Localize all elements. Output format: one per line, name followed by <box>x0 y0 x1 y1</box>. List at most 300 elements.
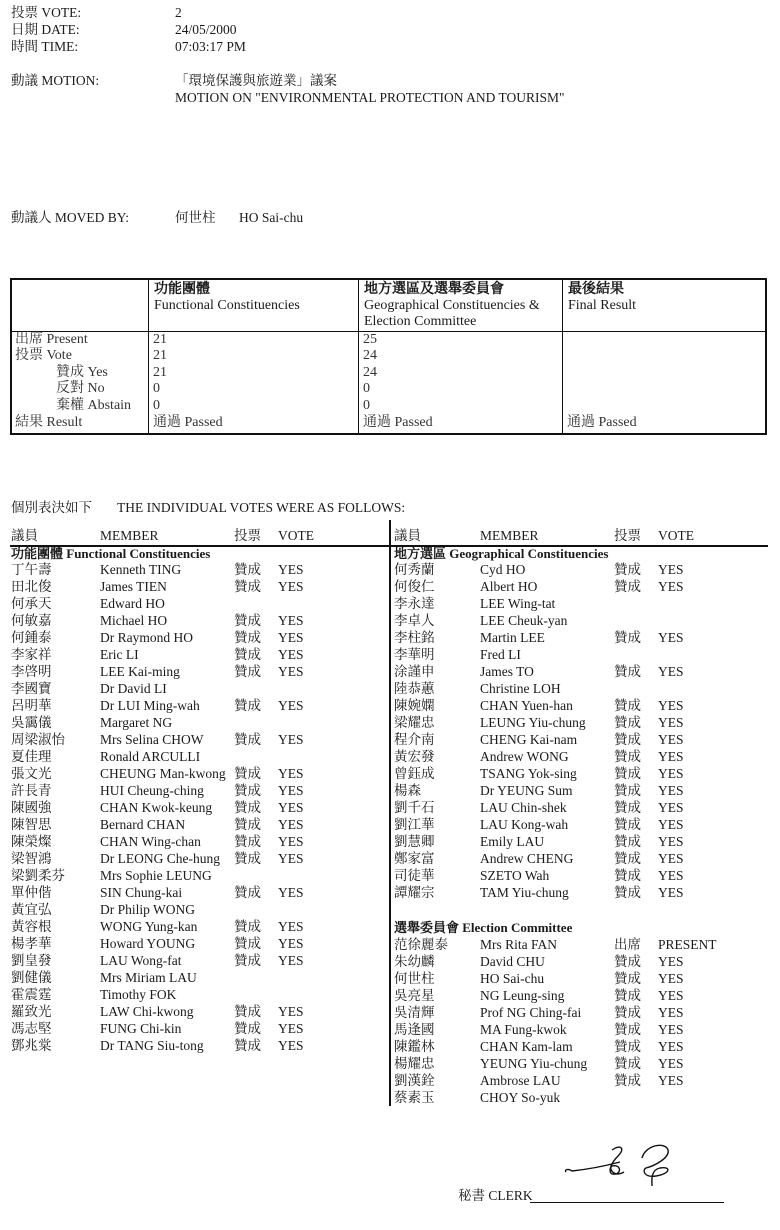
member-row <box>11 816 391 833</box>
vote-en: YES <box>658 1073 684 1088</box>
member-name-en: Ronald ARCULLI <box>100 749 201 764</box>
member-row <box>11 969 391 986</box>
member-name-zh: 馬逢國 <box>394 1022 435 1037</box>
member-name-zh: 李華明 <box>394 647 435 662</box>
vote-en: YES <box>278 732 304 747</box>
row-label-yes: 贊成 Yes <box>56 365 108 380</box>
fc-header-zh: 功能團體 <box>154 282 210 297</box>
vote-zh: 贊成 <box>614 800 641 815</box>
gc-no: 0 <box>363 381 370 396</box>
member-name-zh: 劉江華 <box>394 817 435 832</box>
member-name-en: Margaret NG <box>100 715 173 730</box>
member-name-zh: 梁劉柔芬 <box>11 868 65 883</box>
member-name-zh: 曾鈺成 <box>394 766 435 781</box>
gc-header-en-2: Election Committee <box>364 314 477 329</box>
member-name-zh: 黃容根 <box>11 919 52 934</box>
member-name-zh: 夏佳理 <box>11 749 52 764</box>
member-row <box>11 867 391 884</box>
member-name-zh: 陳婉嫻 <box>394 698 435 713</box>
vote-zh: 贊成 <box>234 936 261 951</box>
member-row <box>394 1055 774 1072</box>
member-row <box>11 748 391 765</box>
member-row <box>394 663 774 680</box>
vote-en: YES <box>658 749 684 764</box>
member-row <box>11 663 391 680</box>
vote-en: YES <box>658 1039 684 1054</box>
vote-zh: 贊成 <box>234 800 261 815</box>
fc-abstain: 0 <box>153 398 160 413</box>
member-name-zh: 張文光 <box>11 766 52 781</box>
vote-zh: 贊成 <box>234 732 261 747</box>
member-name-en: LEE Cheuk-yan <box>480 613 568 628</box>
vote-zh: 贊成 <box>614 834 641 849</box>
member-row <box>394 1004 774 1021</box>
gc-header-zh: 地方選區及選舉委員會 <box>364 282 504 297</box>
row-label-abstain: 棄權 Abstain <box>56 398 132 413</box>
vote-en: YES <box>658 630 684 645</box>
member-row <box>394 714 774 731</box>
vote-zh: 贊成 <box>614 817 641 832</box>
fc-vote: 21 <box>153 348 167 363</box>
member-name-zh: 李卓人 <box>394 613 435 628</box>
vote-en: YES <box>278 1004 304 1019</box>
vote-en: YES <box>278 664 304 679</box>
member-row <box>394 731 774 748</box>
fc-header-en: Functional Constituencies <box>154 298 300 313</box>
vote-en: YES <box>658 1005 684 1020</box>
member-name-zh: 朱幼麟 <box>394 954 435 969</box>
member-name-zh: 劉慧卿 <box>394 834 435 849</box>
member-name-zh: 涂謹申 <box>394 664 435 679</box>
clerk-label: 秘書 CLERK <box>458 1188 533 1203</box>
motion-title-en: MOTION ON "ENVIRONMENTAL PROTECTION AND TOURISM" <box>175 90 565 105</box>
vote-en: YES <box>278 885 304 900</box>
vote-en: YES <box>658 715 684 730</box>
header-member-en: MEMBER <box>480 528 539 543</box>
member-row <box>394 799 774 816</box>
vote-zh: 贊成 <box>234 1038 261 1053</box>
vote-zh: 贊成 <box>614 1073 641 1088</box>
vote-en: YES <box>658 954 684 969</box>
vote-zh: 贊成 <box>234 885 261 900</box>
member-name-en: Dr TANG Siu-tong <box>100 1038 204 1053</box>
vote-en: YES <box>658 817 684 832</box>
vote-en: YES <box>278 562 304 577</box>
member-name-zh: 陳榮燦 <box>11 834 52 849</box>
header-divider <box>12 331 765 332</box>
vote-en: PRESENT <box>658 937 717 952</box>
member-row <box>394 884 774 901</box>
member-row <box>11 782 391 799</box>
member-name-en: Christine LOH <box>480 681 561 696</box>
member-name-en: Dr Philip WONG <box>100 902 196 917</box>
moved-by-label: 動議人 MOVED BY: <box>11 210 130 225</box>
date-label: 日期 DATE: <box>11 22 80 37</box>
member-name-zh: 田北俊 <box>11 579 52 594</box>
member-name-zh: 鄭家富 <box>394 851 435 866</box>
time-value: 07:03:17 PM <box>175 39 246 54</box>
vote-zh: 贊成 <box>234 766 261 781</box>
fc-yes: 21 <box>153 365 167 380</box>
member-row <box>394 629 774 646</box>
member-name-en: James TIEN <box>100 579 167 594</box>
member-name-zh: 程介南 <box>394 732 435 747</box>
vote-en: YES <box>658 783 684 798</box>
member-name-zh: 陳國強 <box>11 800 52 815</box>
member-name-en: WONG Yung-kan <box>100 919 198 934</box>
member-name-zh: 楊耀忠 <box>394 1056 435 1071</box>
vote-en: YES <box>658 851 684 866</box>
vote-zh: 贊成 <box>614 783 641 798</box>
vote-en: YES <box>278 630 304 645</box>
vote-zh: 贊成 <box>614 954 641 969</box>
vote-zh: 贊成 <box>234 647 261 662</box>
vote-en: YES <box>658 885 684 900</box>
geographical-title: 地方選區 Geographical Constituencies <box>394 546 609 561</box>
member-name-zh: 楊孝華 <box>11 936 52 951</box>
right-column-header <box>394 527 774 544</box>
final-header-en: Final Result <box>568 298 637 313</box>
member-row <box>394 612 774 629</box>
member-name-zh: 黃宏發 <box>394 749 435 764</box>
vote-en: YES <box>658 971 684 986</box>
vote-summary-table <box>10 278 767 435</box>
member-row <box>11 680 391 697</box>
header-vote-en: VOTE <box>278 528 314 543</box>
vote-en: YES <box>658 868 684 883</box>
vote-zh: 贊成 <box>614 1039 641 1054</box>
final-header-zh: 最後結果 <box>568 282 624 297</box>
member-row <box>394 578 774 595</box>
vote-value: 2 <box>175 5 182 20</box>
member-row <box>394 850 774 867</box>
member-row <box>394 595 774 612</box>
member-name-en: LAU Chin-shek <box>480 800 567 815</box>
vote-en: YES <box>278 817 304 832</box>
member-row <box>394 953 774 970</box>
member-row <box>394 970 774 987</box>
member-row <box>394 680 774 697</box>
member-row <box>394 782 774 799</box>
member-name-en: Kenneth TING <box>100 562 182 577</box>
member-name-zh: 鄧兆棠 <box>11 1038 52 1053</box>
member-name-zh: 吳靄儀 <box>11 715 52 730</box>
member-name-zh: 李永達 <box>394 596 435 611</box>
member-name-en: Eric LI <box>100 647 139 662</box>
member-name-en: Dr David LI <box>100 681 167 696</box>
vote-en: YES <box>278 613 304 628</box>
vote-en: YES <box>658 1022 684 1037</box>
member-name-en: Martin LEE <box>480 630 545 645</box>
member-name-en: Bernard CHAN <box>100 817 186 832</box>
header-member-zh: 議員 <box>394 528 421 543</box>
gc-present: 25 <box>363 332 377 347</box>
row-label-result: 結果 Result <box>15 415 83 430</box>
member-name-zh: 何敏嘉 <box>11 613 52 628</box>
member-row <box>394 987 774 1004</box>
member-row <box>11 578 391 595</box>
member-row <box>11 918 391 935</box>
member-row <box>11 697 391 714</box>
member-name-en: YEUNG Yiu-chung <box>480 1056 588 1071</box>
member-name-en: David CHU <box>480 954 545 969</box>
member-name-en: CHAN Wing-chan <box>100 834 201 849</box>
member-row <box>394 1072 774 1089</box>
member-name-en: Cyd HO <box>480 562 526 577</box>
vote-zh: 出席 <box>614 937 641 952</box>
member-name-zh: 何俊仁 <box>394 579 435 594</box>
member-name-en: CHOY So-yuk <box>480 1090 561 1105</box>
member-row <box>11 901 391 918</box>
header-vote-en: VOTE <box>658 528 694 543</box>
member-name-zh: 周梁淑怡 <box>11 732 65 747</box>
member-name-en: CHEUNG Man-kwong <box>100 766 226 781</box>
member-name-en: Prof NG Ching-fai <box>480 1005 582 1020</box>
member-row <box>11 1003 391 1020</box>
member-row <box>394 1089 774 1106</box>
vote-zh: 贊成 <box>614 579 641 594</box>
vote-zh: 贊成 <box>614 1005 641 1020</box>
member-name-en: NG Leung-sing <box>480 988 565 1003</box>
member-row <box>11 935 391 952</box>
fc-result: 通過 Passed <box>153 415 223 430</box>
vote-zh: 贊成 <box>614 851 641 866</box>
member-name-zh: 吳亮星 <box>394 988 435 1003</box>
vote-en: YES <box>658 698 684 713</box>
vote-zh: 贊成 <box>614 766 641 781</box>
column-divider <box>562 280 563 433</box>
member-name-zh: 黃宜弘 <box>11 902 52 917</box>
member-name-zh: 司徒華 <box>394 868 435 883</box>
member-name-en: Mrs Miriam LAU <box>100 970 197 985</box>
vote-zh: 贊成 <box>614 732 641 747</box>
gc-result: 通過 Passed <box>363 415 433 430</box>
vote-zh: 贊成 <box>234 613 261 628</box>
member-name-en: Fred LI <box>480 647 521 662</box>
functional-title: 功能團體 Functional Constituencies <box>11 546 211 561</box>
member-row <box>11 986 391 1003</box>
motion-title-zh: 「環境保護與旅遊業」議案 <box>175 73 337 88</box>
member-name-en: MA Fung-kwok <box>480 1022 567 1037</box>
member-name-en: Mrs Sophie LEUNG <box>100 868 212 883</box>
member-row <box>11 595 391 612</box>
member-name-en: Edward HO <box>100 596 165 611</box>
vote-zh: 贊成 <box>234 1021 261 1036</box>
member-name-en: LEE Wing-tat <box>480 596 556 611</box>
vote-zh: 贊成 <box>614 630 641 645</box>
member-name-zh: 梁耀忠 <box>394 715 435 730</box>
member-name-en: Albert HO <box>480 579 538 594</box>
member-name-zh: 霍震霆 <box>11 987 52 1002</box>
column-divider <box>358 280 359 433</box>
member-name-en: Michael HO <box>100 613 168 628</box>
vote-zh: 贊成 <box>614 1056 641 1071</box>
member-name-en: Andrew CHENG <box>480 851 574 866</box>
vote-en: YES <box>278 1038 304 1053</box>
member-name-zh: 何承天 <box>11 596 52 611</box>
vote-en: YES <box>658 579 684 594</box>
gc-vote: 24 <box>363 348 377 363</box>
vote-zh: 贊成 <box>614 868 641 883</box>
member-name-zh: 何世柱 <box>394 971 435 986</box>
member-name-en: Timothy FOK <box>100 987 177 1002</box>
vote-zh: 贊成 <box>614 885 641 900</box>
vote-zh: 贊成 <box>234 664 261 679</box>
member-row <box>394 936 774 953</box>
vote-zh: 贊成 <box>614 664 641 679</box>
row-label-present: 出席 Present <box>15 332 88 347</box>
header-member-zh: 議員 <box>11 528 38 543</box>
member-row <box>394 646 774 663</box>
vote-en: YES <box>658 988 684 1003</box>
vote-en: YES <box>658 664 684 679</box>
vote-en: YES <box>658 1056 684 1071</box>
vote-zh: 贊成 <box>614 749 641 764</box>
member-row <box>394 748 774 765</box>
vote-en: YES <box>278 783 304 798</box>
vote-zh: 贊成 <box>614 971 641 986</box>
member-row <box>11 952 391 969</box>
member-name-zh: 陸恭蕙 <box>394 681 435 696</box>
member-name-zh: 楊森 <box>394 783 421 798</box>
vote-zh: 贊成 <box>234 851 261 866</box>
vote-en: YES <box>278 647 304 662</box>
member-row <box>11 1020 391 1037</box>
vote-zh: 贊成 <box>234 1004 261 1019</box>
vote-en: YES <box>278 579 304 594</box>
member-row <box>11 646 391 663</box>
member-name-en: Dr Raymond HO <box>100 630 193 645</box>
member-name-zh: 陳鑑林 <box>394 1039 435 1054</box>
member-row <box>394 816 774 833</box>
member-name-en: Mrs Selina CHOW <box>100 732 204 747</box>
vote-zh: 贊成 <box>614 715 641 730</box>
header-vote-zh: 投票 <box>234 528 261 543</box>
member-name-zh: 梁智鴻 <box>11 851 52 866</box>
vote-zh: 贊成 <box>614 562 641 577</box>
mover-name-en: HO Sai-chu <box>239 210 304 225</box>
member-name-en: CHAN Kwok-keung <box>100 800 213 815</box>
member-name-en: CHAN Yuen-han <box>480 698 573 713</box>
fc-no: 0 <box>153 381 160 396</box>
member-name-zh: 馮志堅 <box>11 1021 52 1036</box>
vote-en: YES <box>278 851 304 866</box>
member-row <box>11 799 391 816</box>
left-column-header <box>11 527 381 544</box>
member-name-en: Emily LAU <box>480 834 545 849</box>
member-row <box>11 629 391 646</box>
member-name-en: Mrs Rita FAN <box>480 937 558 952</box>
member-name-en: Andrew WONG <box>480 749 569 764</box>
member-row <box>394 867 774 884</box>
vote-zh: 贊成 <box>234 953 261 968</box>
individual-intro-en: THE INDIVIDUAL VOTES WERE AS FOLLOWS: <box>117 500 406 515</box>
individual-intro-zh: 個別表決如下 <box>11 500 92 515</box>
header-vote-zh: 投票 <box>614 528 641 543</box>
member-row <box>394 833 774 850</box>
vote-zh: 贊成 <box>234 919 261 934</box>
vote-zh: 贊成 <box>234 834 261 849</box>
vote-zh: 贊成 <box>614 988 641 1003</box>
member-name-zh: 劉漢銓 <box>394 1073 435 1088</box>
vote-zh: 贊成 <box>234 783 261 798</box>
date-value: 24/05/2000 <box>175 22 237 37</box>
member-name-zh: 許長青 <box>11 783 52 798</box>
vote-en: YES <box>278 953 304 968</box>
mover-name-zh: 何世柱 <box>175 210 216 225</box>
member-name-zh: 譚耀宗 <box>394 885 435 900</box>
vote-en: YES <box>278 698 304 713</box>
vote-en: YES <box>278 766 304 781</box>
member-name-en: HO Sai-chu <box>480 971 545 986</box>
final-result: 通過 Passed <box>567 415 637 430</box>
vote-zh: 贊成 <box>614 1022 641 1037</box>
member-row <box>11 833 391 850</box>
member-name-zh: 劉皇發 <box>11 953 52 968</box>
member-name-zh: 劉千石 <box>394 800 435 815</box>
motion-label: 動議 MOTION: <box>11 73 100 88</box>
member-name-zh: 何秀蘭 <box>394 562 435 577</box>
member-name-en: Howard YOUNG <box>100 936 196 951</box>
member-row <box>11 884 391 901</box>
member-name-en: LEUNG Yiu-chung <box>480 715 586 730</box>
member-row <box>394 561 774 578</box>
vote-zh: 贊成 <box>234 562 261 577</box>
member-name-en: Dr YEUNG Sum <box>480 783 573 798</box>
member-name-zh: 丁午壽 <box>11 562 52 577</box>
member-name-en: Dr LEONG Che-hung <box>100 851 220 866</box>
member-name-zh: 范徐麗泰 <box>394 937 448 952</box>
member-name-en: LEE Kai-ming <box>100 664 180 679</box>
member-row <box>11 850 391 867</box>
member-name-en: LAW Chi-kwong <box>100 1004 194 1019</box>
member-name-en: LAU Kong-wah <box>480 817 569 832</box>
clerk-signature-icon <box>560 1140 690 1190</box>
member-name-en: TSANG Yok-sing <box>480 766 577 781</box>
member-name-zh: 何鍾泰 <box>11 630 52 645</box>
gc-header-en-1: Geographical Constituencies & <box>364 298 540 313</box>
member-name-zh: 李家祥 <box>11 647 52 662</box>
member-row <box>11 561 391 578</box>
member-name-en: SIN Chung-kai <box>100 885 183 900</box>
member-name-en: Dr LUI Ming-wah <box>100 698 200 713</box>
vote-zh: 贊成 <box>234 630 261 645</box>
vote-en: YES <box>658 562 684 577</box>
member-name-en: SZETO Wah <box>480 868 550 883</box>
vote-en: YES <box>658 766 684 781</box>
member-name-zh: 單仲偕 <box>11 885 52 900</box>
member-row <box>394 1021 774 1038</box>
member-row <box>394 765 774 782</box>
member-name-zh: 呂明華 <box>11 698 52 713</box>
member-name-en: HUI Cheung-ching <box>100 783 204 798</box>
member-name-zh: 李柱銘 <box>394 630 435 645</box>
member-name-zh: 蔡素玉 <box>394 1090 435 1105</box>
election-committee-title: 選舉委員會 Election Committee <box>394 920 573 935</box>
member-name-en: James TO <box>480 664 534 679</box>
member-row <box>394 1038 774 1055</box>
member-name-en: LAU Wong-fat <box>100 953 182 968</box>
vote-label: 投票 VOTE: <box>11 5 82 20</box>
header-member-en: MEMBER <box>100 528 159 543</box>
member-name-zh: 李啓明 <box>11 664 52 679</box>
member-row <box>11 731 391 748</box>
member-name-zh: 羅致光 <box>11 1004 52 1019</box>
vote-en: YES <box>278 800 304 815</box>
member-row <box>11 714 391 731</box>
member-name-en: Ambrose LAU <box>480 1073 561 1088</box>
vote-zh: 贊成 <box>234 698 261 713</box>
